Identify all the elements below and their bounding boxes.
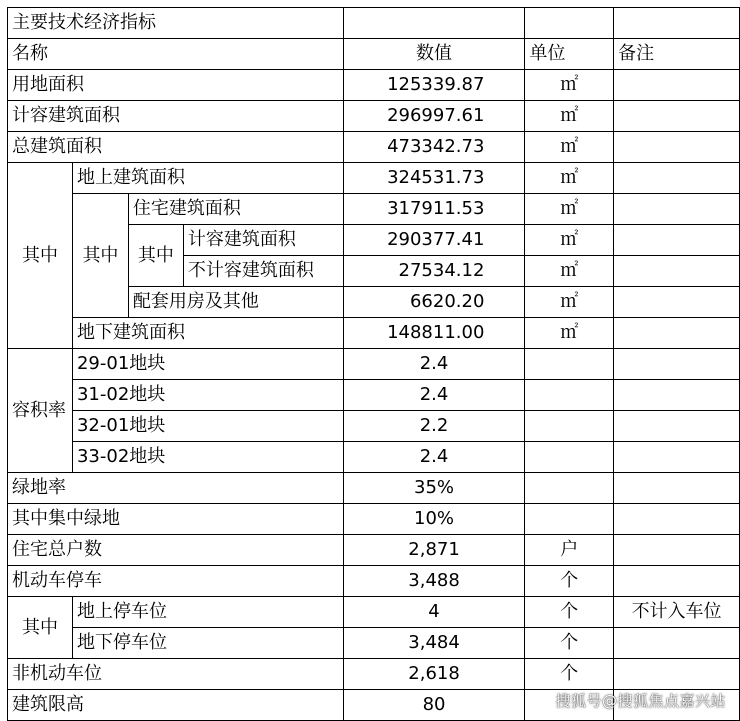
header-row — [8, 39, 740, 70]
group-label: 其中 — [128, 225, 183, 287]
table-row: 32-01地块 2.2 — [8, 411, 740, 442]
table-row: 机动车停车 3,488 个 — [8, 566, 740, 597]
table-row: 地下停车位 3,484 个 — [8, 628, 740, 659]
watermark: 搜狐号@搜狐焦点嘉兴站 — [555, 692, 726, 710]
group-label: 其中 — [8, 163, 73, 349]
note-cell: 不计入车位 — [614, 597, 740, 628]
table-row: 配套用房及其他 6620.20 ㎡ — [8, 287, 740, 318]
table-row: 住宅总户数 2,871 户 — [8, 535, 740, 566]
table-row: 其中 地上建筑面积 324531.73 ㎡ — [8, 163, 740, 194]
table-row: 其中 计容建筑面积 290377.41 ㎡ — [8, 225, 740, 256]
table-row: 建筑限高 80 — [8, 690, 740, 721]
header-name: 名称 — [8, 39, 344, 70]
table-row: 计容建筑面积 296997.61 ㎡ — [8, 101, 740, 132]
table-title: 主要技术经济指标 — [8, 8, 344, 39]
table-row: 容积率 29-01地块 2.4 — [8, 349, 740, 380]
title-row — [8, 8, 740, 39]
table-row: 其中集中绿地 10% — [8, 504, 740, 535]
header-note: 备注 — [614, 39, 740, 70]
group-label: 其中 — [8, 597, 73, 659]
table-row: 地下建筑面积 148811.00 ㎡ — [8, 318, 740, 349]
group-label: 其中 — [72, 194, 128, 318]
table-row: 非机动车位 2,618 个 — [8, 659, 740, 690]
table-row: 绿地率 35% — [8, 473, 740, 504]
table-row: 用地面积 125339.87 ㎡ — [8, 70, 740, 101]
table-row: 不计容建筑面积 27534.12 ㎡ — [8, 256, 740, 287]
header-value: 数值 — [343, 39, 525, 70]
indicators-table — [7, 7, 740, 721]
group-label: 容积率 — [8, 349, 73, 473]
table-row: 总建筑面积 473342.73 ㎡ — [8, 132, 740, 163]
header-unit: 单位 — [525, 39, 614, 70]
table-row: 33-02地块 2.4 — [8, 442, 740, 473]
table-row: 其中 地上停车位 4 个 不计入车位 — [8, 597, 740, 628]
table-row: 其中 住宅建筑面积 317911.53 ㎡ — [8, 194, 740, 225]
table-row: 31-02地块 2.4 — [8, 380, 740, 411]
